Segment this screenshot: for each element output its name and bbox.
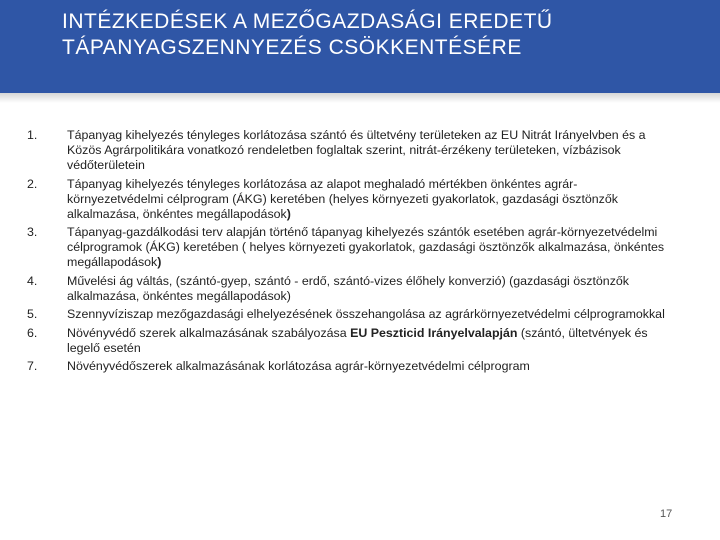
list-item xyxy=(27,307,667,322)
list-item-number: 5. xyxy=(27,307,38,321)
list-item-text-part: Növényvédő szerek alkalmazásának szabályozása xyxy=(67,325,351,340)
list-item-text-part: Tápanyag-gazdálkodási terv alapján történő tápanyag kihelyezés szántók esetében agrár-környezetvédelmi célprogramok (ÁKG) keretében ( helyes környezeti gyakorlatok, gazdasági ösztönzők alkalmazása, önkéntes megállapodások xyxy=(67,225,665,269)
list-item xyxy=(27,359,667,374)
slide-title-line-1: INTÉZKEDÉSEK A MEZŐGAZDASÁGI EREDETŰ xyxy=(62,10,553,33)
list-item xyxy=(27,128,667,173)
slide-title xyxy=(62,9,662,61)
list-item xyxy=(27,177,667,222)
list-item-text: Művelési ág váltás, (szántó-gyep, szántó - erdő, szántó-vizes élőhely konverzió) (gazdasági ösztönzők alkalmazása, önkéntes megállapodások) xyxy=(67,273,629,303)
list-item-number: 3. xyxy=(27,225,38,239)
list-item-number: 2. xyxy=(27,176,38,191)
list-item-number: 7. xyxy=(27,359,38,373)
list-item-text-bold: ) xyxy=(157,255,162,269)
list-item-text xyxy=(67,225,667,270)
page-number: 17 xyxy=(660,508,673,520)
list-item-text-bold: ) xyxy=(286,206,291,221)
list-item-text xyxy=(67,326,667,356)
list-item-text: Szennyvíziszap mezőgazdasági elhelyezésének összehangolása az agrárkörnyezetvédelmi célprogramokkal xyxy=(67,307,665,321)
list-item xyxy=(27,326,667,356)
list-item xyxy=(27,274,667,304)
list-item xyxy=(27,225,667,270)
list-item-text xyxy=(67,177,667,222)
list-item-text: Növényvédőszerek alkalmazásának korlátozása agrár-környezetvédelmi célprogram xyxy=(67,359,530,373)
list-item-text-part: Tápanyag kihelyezés tényleges korlátozása az alapot meghaladó mértékben önkéntes agrár-környezetvédelmi célprogram (ÁKG) keretében (helyes környezeti gyakorlatok, gazdasági ösztönzők alkalmazása, önkéntes megállapodások xyxy=(67,176,618,221)
list-item-number: 1. xyxy=(27,128,38,142)
list-item-text: Tápanyag kihelyezés tényleges korlátozása szántó és ültetvény területeken az EU Nitrát Irányelvben és a Közös Agrárpolitikára vonatkozó rendeletben foglaltak szerint, nitrát-érzékeny területeken, vízbázisok védőterületein xyxy=(67,128,646,172)
list-item-number: 4. xyxy=(27,273,38,288)
list-item-text-part: (szántó, ültetvények és legelő esetén xyxy=(67,325,648,355)
measures-list xyxy=(27,128,667,378)
slide-title-line-2: TÁPANYAGSZENNYEZÉS CSÖKKENTÉSÉRE xyxy=(62,36,522,59)
list-item-number: 6. xyxy=(27,325,38,340)
title-bar xyxy=(0,0,720,93)
title-bar-shadow xyxy=(0,93,720,103)
list-item-text-bold: EU Peszticid Irányelvalapján xyxy=(350,325,518,340)
